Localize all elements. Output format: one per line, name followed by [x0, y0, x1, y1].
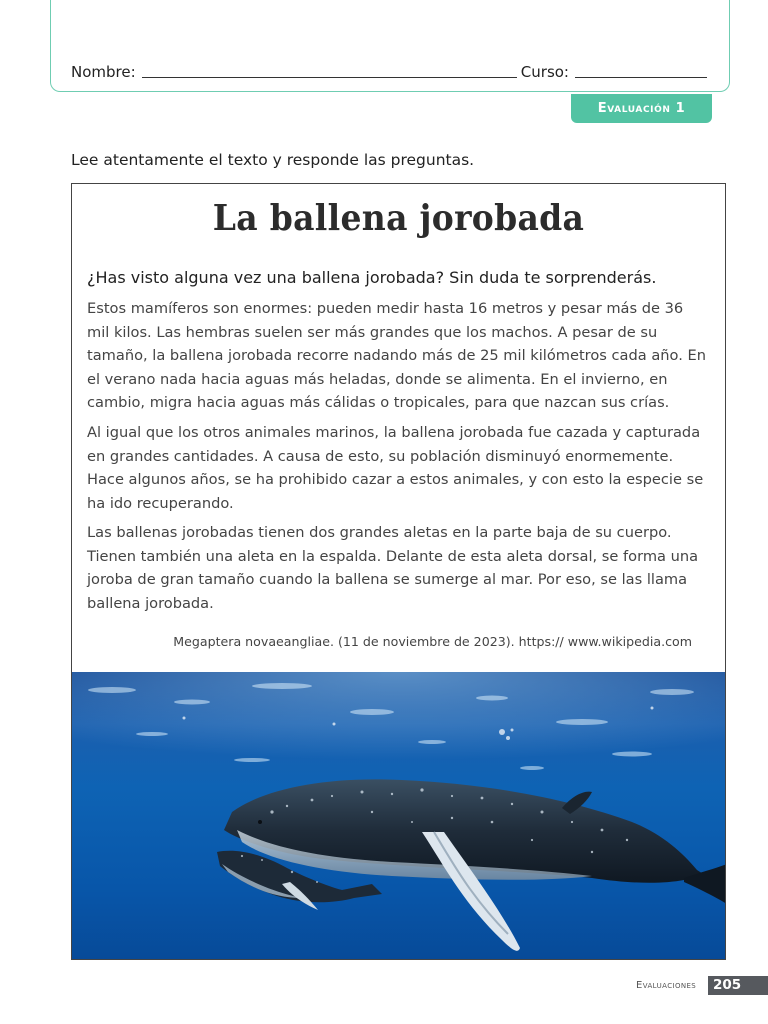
name-course-box — [50, 0, 730, 92]
instruction-text: Lee atentamente el texto y responde las preguntas. — [71, 151, 475, 169]
name-course-row — [71, 63, 711, 81]
reading-paragraph-3: Las ballenas jorobadas tienen dos grandes aletas en la parte baja de su cuerpo. Tienen también una aleta en la espalda. Delante de esta aleta dorsal, se forma una joroba de gran tamaño cuando la ballena se sumerge al mar. Por eso, se las llama ballena jorobada. — [87, 524, 699, 612]
footer-section-label: Evaluaciones — [636, 980, 697, 991]
reading-paragraph-2: Al igual que los otros animales marinos, la ballena jorobada fue cazada y capturada en grandes cantidades. A causa de esto, su población disminuyó enormemente. Hace algunos años, se ha prohibido cazar a estos animales, y con esto la especie se ha ido recuperando. — [87, 424, 704, 512]
reading-title: La ballena jorobada — [212, 196, 585, 239]
evaluation-tab — [571, 94, 712, 123]
reading-box — [71, 183, 726, 960]
name-label: Nombre: — [71, 63, 136, 81]
reading-paragraph-1: Estos mamíferos son enormes: pueden medir hasta 16 metros y pesar más de 36 mil kilos. Las hembras suelen ser más grandes que los machos. A pesar de su tamaño, la ballena jorobada recorre nadando más de 25 mil kilómetros cada año. En el verano nada hacia aguas más heladas, donde se alimenta. En el invierno, en cambio, migra hacia aguas más cálidas o tropicales, para que nazcan sus crías. — [87, 300, 706, 412]
page-number: 205 — [708, 976, 768, 995]
course-label: Curso: — [520, 63, 569, 81]
evaluation-tab-label: Evaluación 1 — [597, 101, 686, 116]
reading-lead: ¿Has visto alguna vez una ballena jorobada? Sin duda te sorprenderás. — [87, 268, 657, 287]
name-field[interactable] — [142, 77, 517, 78]
reading-source: Megaptera novaeangliae. (11 de noviembre de 2023). https:// www.wikipedia.com — [173, 634, 692, 649]
humpback-whale-photo — [72, 672, 726, 960]
course-field[interactable] — [575, 77, 707, 78]
whale-illustration — [72, 672, 726, 960]
